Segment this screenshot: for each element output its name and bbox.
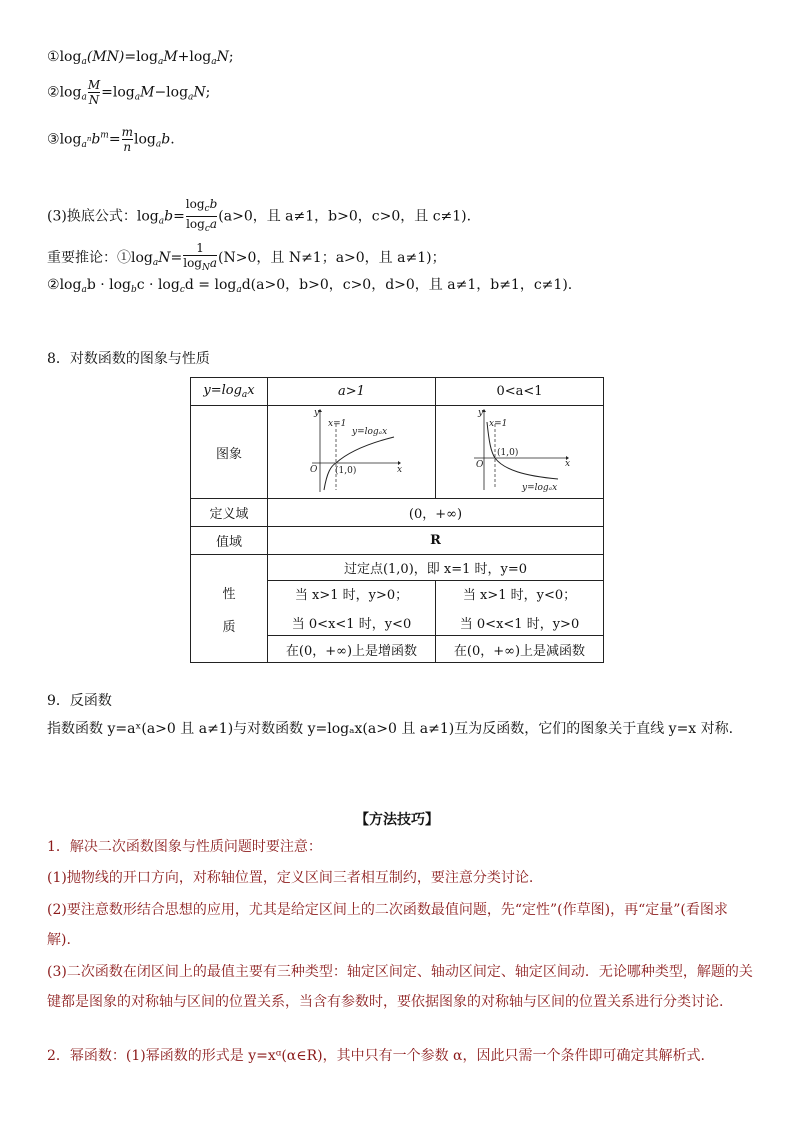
methods-heading: 【方法技巧】 bbox=[355, 812, 439, 828]
svg-text:(1,0): (1,0) bbox=[496, 448, 518, 458]
monotonic-lt1: 在(0，+∞)上是减函数 bbox=[436, 636, 604, 663]
change-base-formula: (3)换底公式：$\log_ab=$ $\frac{\log_cb}{\log_ca}$ (a>0，且 a≠1，b>0，c>0，且 c≠1). bbox=[47, 197, 472, 234]
svg-text:y: y bbox=[477, 408, 483, 418]
rule-power: $③\log_{a^n}b^m=$ $\frac{m}{n}$ $\log_ab$. bbox=[47, 125, 175, 154]
rule-product: $①\log_a(MN)=\log_aM+\log_aN$; bbox=[47, 49, 234, 67]
svg-text:x: x bbox=[396, 465, 402, 475]
header-function: $y=\log_ax$ bbox=[191, 378, 268, 406]
svg-text:O: O bbox=[475, 460, 483, 470]
graph-increasing bbox=[268, 406, 436, 499]
row-domain-label: 定义域 bbox=[191, 499, 268, 527]
inverse-function-text: 指数函数 y=aˣ(a>0 且 a≠1)与对数函数 y=logₐx(a>0 且 a≠1)互为反函数，它们的图象关于直线 y=x 对称. bbox=[47, 721, 734, 737]
row-graph-label: 图象 bbox=[191, 406, 268, 499]
graph-a-gt-1 bbox=[302, 406, 402, 494]
method-1: 1．解决二次函数图象与性质问题时要注意： bbox=[47, 839, 322, 855]
header-a-gt-1: a>1 bbox=[268, 378, 436, 406]
rule-quotient: $②\log_a$ $\frac{M}{N}$ $=\log_aM-\log_aN$; bbox=[47, 78, 211, 107]
svg-text:O: O bbox=[309, 465, 317, 475]
monotonic-gt1: 在(0，+∞)上是增函数 bbox=[268, 636, 436, 663]
row-range-label: 值域 bbox=[191, 527, 268, 555]
method-1-item-3a: (3)二次函数在闭区间上的最值主要有三种类型：轴定区间定、轴动区间定、轴定区间动．无论哪种类型，解题的关 bbox=[47, 964, 753, 980]
svg-text:x: x bbox=[564, 459, 570, 469]
corollary-2: $②\log_ab \cdot \log_bc \cdot \log_cd = \log_ad(a>0$，b>0，c>0，d>0，且 a≠1，b≠1，c≠1). bbox=[47, 277, 573, 295]
method-1-item-2b: 解). bbox=[47, 932, 71, 948]
log-function-property-table bbox=[190, 377, 604, 663]
row-properties-label: 性 质 bbox=[191, 555, 268, 663]
svg-text:x=1: x=1 bbox=[488, 419, 507, 429]
method-1-item-3b: 键都是图象的对称轴与区间的位置关系，当含有参数时，要依据图象的对称轴与区间的位置关系进行分类讨论. bbox=[47, 994, 724, 1010]
section-8-title: 8．对数函数的图象与性质 bbox=[47, 351, 210, 367]
svg-text:y=logₐx: y=logₐx bbox=[521, 483, 557, 493]
svg-text:y=logₐx: y=logₐx bbox=[351, 427, 387, 437]
sign-lt1: 当 x>1 时，y<0； 当 0<x<1 时，y>0 bbox=[436, 581, 604, 636]
header-a-lt-1: 0<a<1 bbox=[436, 378, 604, 406]
svg-text:x=1: x=1 bbox=[327, 419, 346, 429]
method-1-item-2a: (2)要注意数形结合思想的应用，尤其是给定区间上的二次函数最值问题，先“定性”(作草图)，再“定量”(看图求 bbox=[47, 902, 728, 918]
graph-decreasing bbox=[436, 406, 604, 499]
domain-value: (0，+∞) bbox=[268, 499, 604, 527]
range-value: R bbox=[268, 527, 604, 555]
method-1-item-1: (1)抛物线的开口方向，对称轴位置，定义区间三者相互制约，要注意分类讨论. bbox=[47, 870, 534, 886]
graph-a-lt-1 bbox=[470, 406, 570, 494]
svg-text:y: y bbox=[313, 408, 319, 418]
fixed-point: 过定点(1,0)，即 x=1 时，y=0 bbox=[268, 555, 604, 581]
method-2: 2．幂函数：(1)幂函数的形式是 y=xᵅ(α∈R)，其中只有一个参数 α，因此只需一个条件即可确定其解析式. bbox=[47, 1048, 705, 1064]
sign-gt1: 当 x>1 时，y>0； 当 0<x<1 时，y<0 bbox=[268, 581, 436, 636]
corollary-1: 重要推论：$①\log_aN=$ $\frac{1}{\log_Na}$ (N>0，且 N≠1；a>0，且 a≠1)； bbox=[47, 241, 446, 273]
section-9-title: 9．反函数 bbox=[47, 693, 112, 709]
svg-text:(1,0): (1,0) bbox=[334, 466, 356, 476]
